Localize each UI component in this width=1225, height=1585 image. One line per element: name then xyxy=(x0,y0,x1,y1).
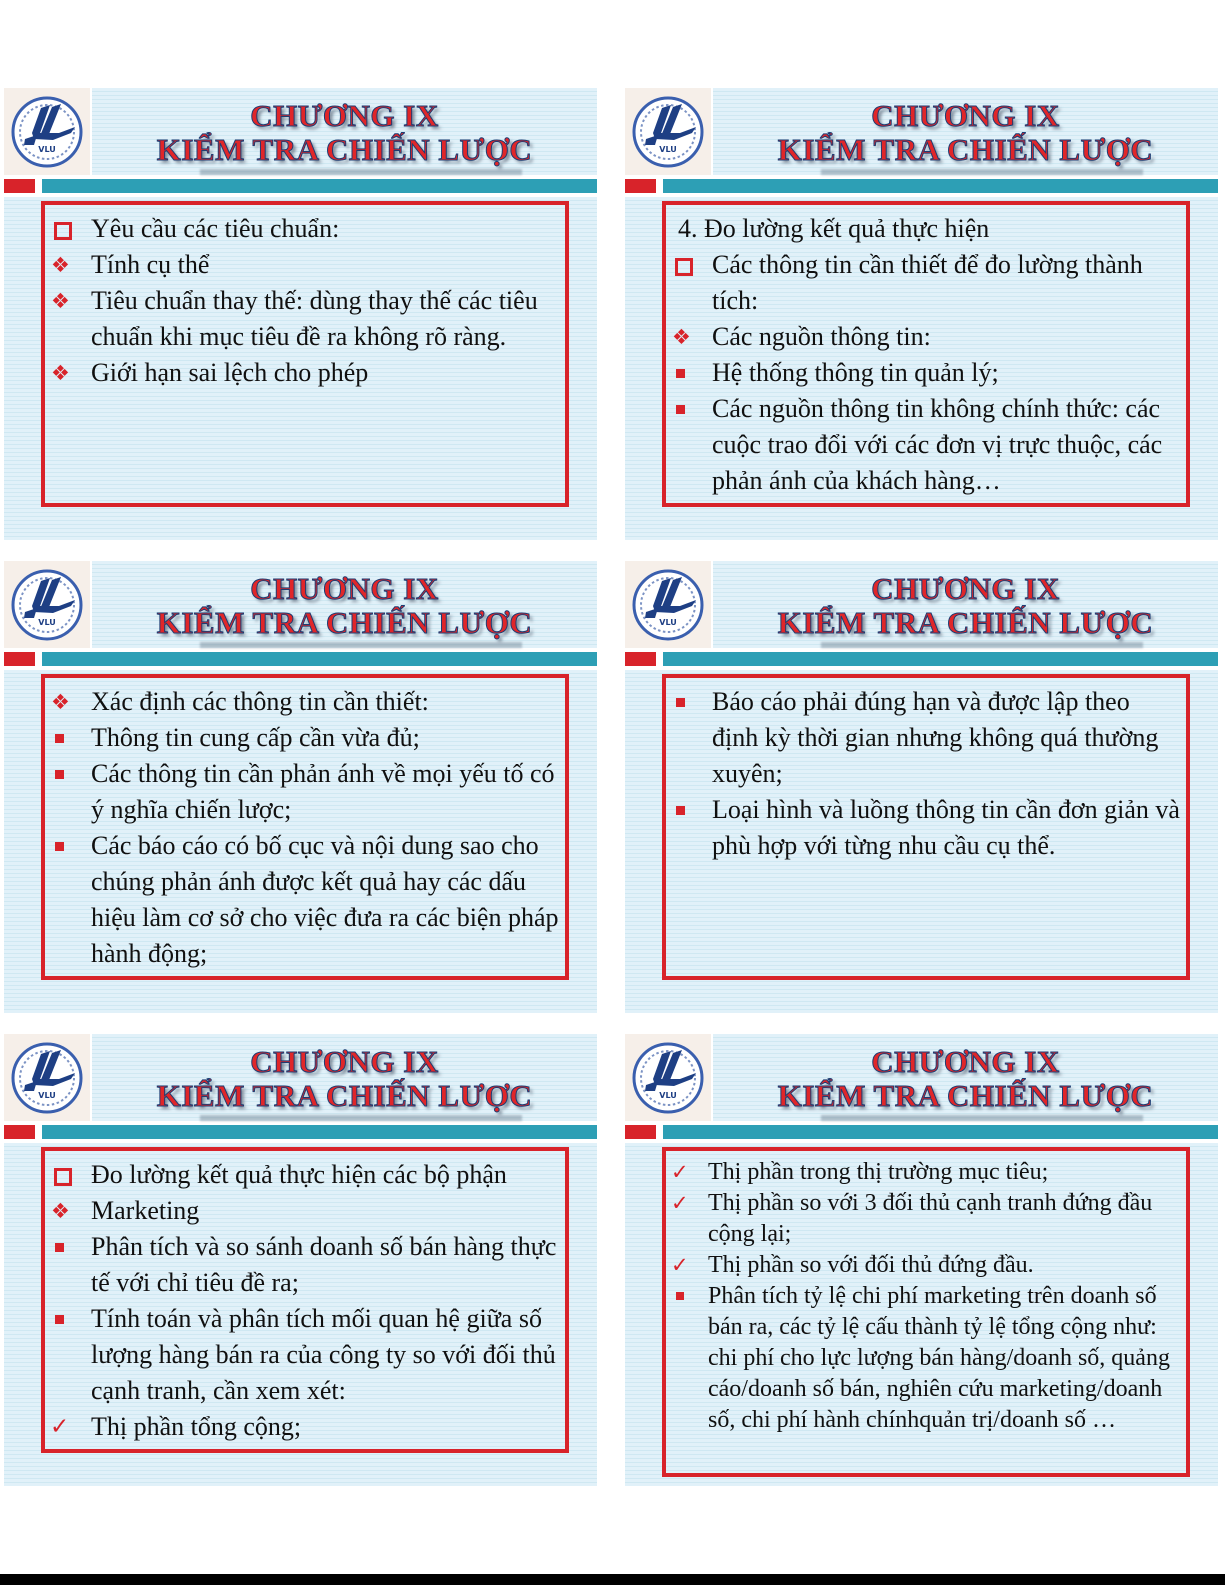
slide-4-header xyxy=(625,561,1218,648)
slide-title-line1: CHƯƠNG IX xyxy=(871,98,1060,133)
divider-row xyxy=(625,179,1218,193)
red-accent-block xyxy=(625,652,656,666)
bullet-item xyxy=(45,828,559,972)
content-frame xyxy=(41,1147,569,1453)
bullet-item xyxy=(666,391,1180,499)
slide-title-line1: CHƯƠNG IX xyxy=(871,571,1060,606)
svg-text:VLU: VLU xyxy=(38,1091,56,1100)
bullet-text: Loại hình và luồng thông tin cần đơn giản và phù hợp với từng nhu cầu cụ thể. xyxy=(712,795,1180,860)
bullet-item xyxy=(45,1157,559,1193)
slide-1 xyxy=(4,88,597,540)
content-frame xyxy=(662,674,1190,980)
teal-divider-bar xyxy=(42,652,597,666)
bullet-item xyxy=(45,684,559,720)
teal-divider-bar xyxy=(663,1125,1218,1139)
bullet-item xyxy=(45,1229,559,1301)
bullet-item xyxy=(45,1301,559,1409)
university-logo xyxy=(4,561,90,648)
check-bullet-icon xyxy=(671,1188,689,1219)
university-seal-icon xyxy=(628,1038,708,1118)
diamond-bullet-icon xyxy=(51,355,70,391)
bullet-item xyxy=(666,247,1180,319)
university-logo xyxy=(625,561,711,648)
diamond-bullet-icon xyxy=(51,247,70,283)
bullet-text: Phân tích và so sánh doanh số bán hàng thực tế với chỉ tiêu đề ra; xyxy=(91,1232,557,1297)
bullet-text: Hệ thống thông tin quản lý; xyxy=(712,358,999,387)
divider-row xyxy=(4,652,597,666)
slide-title-line2: KIỂM TRA CHIẾN LƯỢC xyxy=(156,605,533,640)
slide-title xyxy=(92,1034,597,1121)
bullet-text: Các thông tin cần phản ánh về mọi yếu tố có ý nghĩa chiến lược; xyxy=(91,759,555,824)
slide-title-line2: KIỂM TRA CHIẾN LƯỢC xyxy=(156,132,533,167)
slide-6-header xyxy=(625,1034,1218,1121)
slide-1-header xyxy=(4,88,597,175)
bullet-text: Thị phần trong thị trường mục tiêu; xyxy=(708,1159,1049,1185)
slide-2-header xyxy=(625,88,1218,175)
svg-text:VLU: VLU xyxy=(659,1091,677,1100)
content-frame xyxy=(41,674,569,980)
university-seal-icon xyxy=(7,1038,87,1118)
bullet-item xyxy=(45,355,559,391)
small-square-bullet-icon xyxy=(55,770,64,779)
slide-3-body xyxy=(4,670,597,1013)
red-accent-block xyxy=(4,652,35,666)
red-accent-block xyxy=(4,179,35,193)
square-outline-bullet-icon xyxy=(675,258,693,276)
bullet-item xyxy=(45,211,559,247)
bullet-item xyxy=(45,720,559,756)
bullet-item xyxy=(45,756,559,828)
bullet-text: Phân tích tỷ lệ chi phí marketing trên doanh số bán ra, các tỷ lệ cấu thành tỷ lệ tổng cộng như: chi phí cho lực lượng bán hàng/doanh số, quảng cáo/doanh số bán, nghiên cứu marketing/doanh số, chi phí hành chínhquản trị/doanh số … xyxy=(708,1283,1170,1433)
slide-title-line2: KIỂM TRA CHIẾN LƯỢC xyxy=(777,132,1154,167)
check-bullet-icon xyxy=(671,1250,689,1281)
bullet-text: Thị phần so với 3 đối thủ cạnh tranh đứng đầu cộng lại; xyxy=(708,1190,1153,1247)
bullet-text: Các báo cáo có bố cục và nội dung sao cho chúng phản ánh được kết quả hay các dấu hiệu làm cơ sở cho việc đưa ra các biện pháp hành động; xyxy=(91,831,559,968)
slide-2 xyxy=(625,88,1218,540)
bullet-text: Thông tin cung cấp cần vừa đủ; xyxy=(91,723,420,752)
small-square-bullet-icon xyxy=(676,369,685,378)
svg-text:VLU: VLU xyxy=(659,145,677,154)
diamond-bullet-icon xyxy=(672,319,691,355)
slide-title xyxy=(713,561,1218,648)
slide-5 xyxy=(4,1034,597,1486)
square-outline-bullet-icon xyxy=(54,1168,72,1186)
content-frame xyxy=(662,201,1190,507)
red-accent-block xyxy=(4,1125,35,1139)
bullet-text: Giới hạn sai lệch cho phép xyxy=(91,358,369,387)
bullet-text: Xác định các thông tin cần thiết: xyxy=(91,687,429,716)
diamond-bullet-icon xyxy=(51,684,70,720)
slide-title xyxy=(92,88,597,175)
bullet-text: Tiêu chuẩn thay thế: dùng thay thế các tiêu chuẩn khi mục tiêu đề ra không rõ ràng. xyxy=(91,286,538,351)
university-seal-icon xyxy=(7,92,87,172)
slide-title-line2: KIỂM TRA CHIẾN LƯỢC xyxy=(156,1078,533,1113)
content-frame xyxy=(662,1147,1190,1477)
bullet-text: Marketing xyxy=(91,1196,200,1225)
divider-row xyxy=(4,1125,597,1139)
small-square-bullet-icon xyxy=(55,1243,64,1252)
slide-6-body xyxy=(625,1143,1218,1486)
svg-text:VLU: VLU xyxy=(659,618,677,627)
bullet-text: Các nguồn thông tin không chính thức: các cuộc trao đổi với các đơn vị trực thuộc, các phản ánh của khách hàng… xyxy=(712,394,1163,495)
bullet-item xyxy=(666,1188,1180,1250)
bullet-item xyxy=(666,684,1180,792)
bullet-item xyxy=(666,319,1180,355)
bullet-item xyxy=(45,283,559,355)
teal-divider-bar xyxy=(42,1125,597,1139)
bullet-item xyxy=(666,1250,1180,1281)
slide-title-line1: CHƯƠNG IX xyxy=(250,1044,439,1079)
small-square-bullet-icon xyxy=(55,1315,64,1324)
bullet-text: Yêu cầu các tiêu chuẩn: xyxy=(91,214,340,243)
divider-row xyxy=(625,652,1218,666)
small-square-bullet-icon xyxy=(55,842,64,851)
bullet-text: Thị phần tổng cộng; xyxy=(91,1412,302,1441)
bullet-item xyxy=(45,247,559,283)
bullet-text: Tính toán và phân tích mối quan hệ giữa số lượng hàng bán ra của công ty so với đối thủ cạnh tranh, cần xem xét: xyxy=(91,1304,556,1405)
footer-bar xyxy=(0,1574,1225,1585)
bullet-item xyxy=(666,792,1180,864)
teal-divider-bar xyxy=(663,652,1218,666)
slide-title xyxy=(92,561,597,648)
slide-title xyxy=(713,1034,1218,1121)
slide-title-line1: CHƯƠNG IX xyxy=(871,1044,1060,1079)
slide-1-body xyxy=(4,197,597,540)
slide-title-line1: CHƯƠNG IX xyxy=(250,98,439,133)
check-bullet-icon xyxy=(50,1409,69,1445)
university-seal-icon xyxy=(7,565,87,645)
red-accent-block xyxy=(625,179,656,193)
small-square-bullet-icon xyxy=(676,405,685,414)
slide-4 xyxy=(625,561,1218,1013)
diamond-bullet-icon xyxy=(51,1193,70,1229)
bullet-item xyxy=(666,211,1180,247)
svg-text:VLU: VLU xyxy=(38,145,56,154)
teal-divider-bar xyxy=(42,179,597,193)
bullet-item xyxy=(666,355,1180,391)
slide-5-body xyxy=(4,1143,597,1486)
bullet-item xyxy=(45,1409,559,1445)
bullet-text: Báo cáo phải đúng hạn và được lập theo định kỳ thời gian nhưng không quá thường xuyên; xyxy=(712,687,1159,788)
divider-row xyxy=(4,179,597,193)
slide-title xyxy=(713,88,1218,175)
university-logo xyxy=(625,1034,711,1121)
content-frame xyxy=(41,201,569,507)
slide-5-header xyxy=(4,1034,597,1121)
bullet-text: Các thông tin cần thiết để đo lường thành tích: xyxy=(712,250,1143,315)
small-square-bullet-icon xyxy=(676,698,685,707)
university-logo xyxy=(4,1034,90,1121)
bullet-text: Các nguồn thông tin: xyxy=(712,322,931,351)
university-logo xyxy=(4,88,90,175)
divider-row xyxy=(625,1125,1218,1139)
diamond-bullet-icon xyxy=(51,283,70,319)
slide-title-line1: CHƯƠNG IX xyxy=(250,571,439,606)
slide-3-header xyxy=(4,561,597,648)
slide-2-body xyxy=(625,197,1218,540)
check-bullet-icon xyxy=(671,1157,689,1188)
university-seal-icon xyxy=(628,92,708,172)
small-square-bullet-icon xyxy=(55,734,64,743)
bullet-text: Thị phần so với đối thủ đứng đầu. xyxy=(708,1252,1034,1278)
bullet-text: Đo lường kết quả thực hiện các bộ phận xyxy=(91,1160,507,1189)
square-outline-bullet-icon xyxy=(54,222,72,240)
university-seal-icon xyxy=(628,565,708,645)
small-square-bullet-icon xyxy=(676,806,685,815)
bullet-item xyxy=(666,1157,1180,1188)
teal-divider-bar xyxy=(663,179,1218,193)
slide-3 xyxy=(4,561,597,1013)
svg-text:VLU: VLU xyxy=(38,618,56,627)
red-accent-block xyxy=(625,1125,656,1139)
bullet-item xyxy=(666,1281,1180,1436)
slide-4-body xyxy=(625,670,1218,1013)
bullet-item xyxy=(45,1193,559,1229)
slide-title-line2: KIỂM TRA CHIẾN LƯỢC xyxy=(777,605,1154,640)
bullet-text: 4. Đo lường kết quả thực hiện xyxy=(678,214,990,243)
small-square-bullet-icon xyxy=(676,1292,684,1300)
slide-title-line2: KIỂM TRA CHIẾN LƯỢC xyxy=(777,1078,1154,1113)
bullet-text: Tính cụ thể xyxy=(91,250,210,279)
slide-6 xyxy=(625,1034,1218,1486)
university-logo xyxy=(625,88,711,175)
